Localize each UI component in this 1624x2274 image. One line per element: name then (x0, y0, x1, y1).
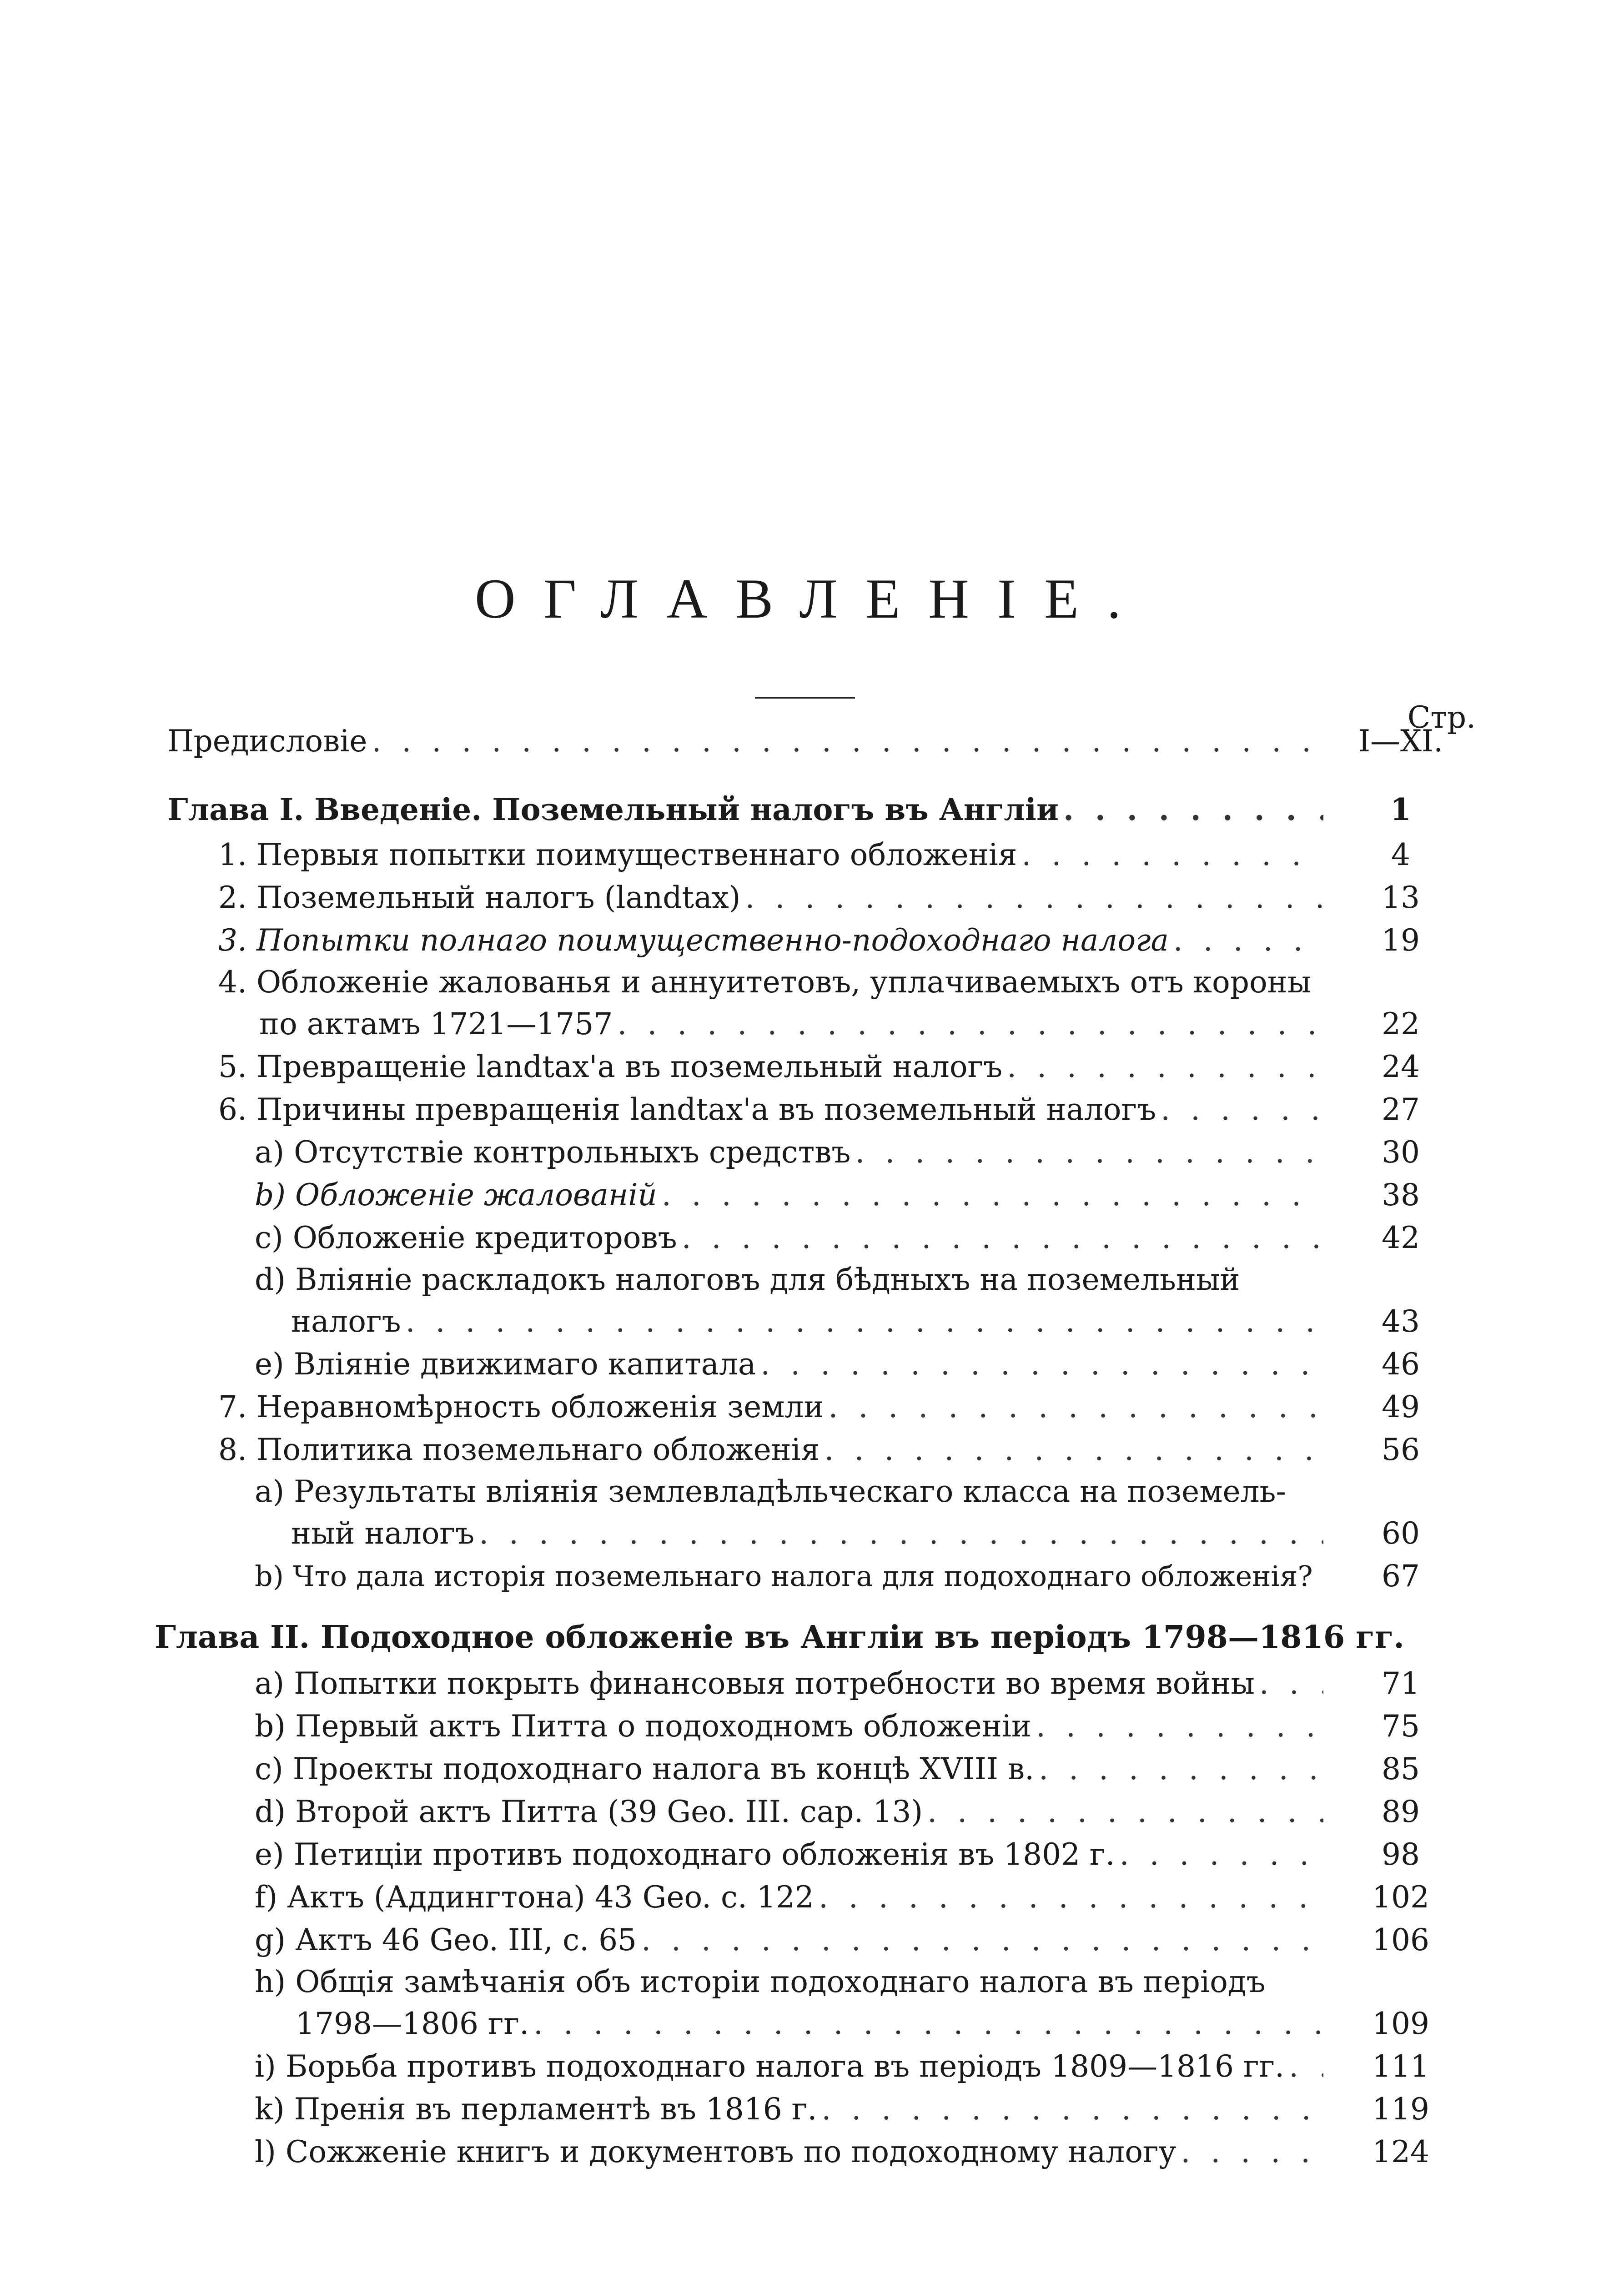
leader-dots (1259, 1665, 1323, 1702)
leader-dots (1173, 922, 1323, 959)
toc-page-number: 109 (1372, 2006, 1429, 2041)
toc-entry-text: 8. Политика поземельнаго обложенiя (218, 1432, 820, 1467)
toc-entry-text: 6. Причины превращенiя landtax'а въ поземельный налогъ (218, 1092, 1156, 1127)
leader-dots (1036, 1708, 1323, 1745)
toc-page-number: 75 (1382, 1709, 1420, 1744)
leader-dots (1181, 2134, 1323, 2170)
toc-entry-text: e) Влiянiе движимаго капитала (255, 1347, 756, 1382)
toc-entry (218, 1049, 1420, 1085)
toc-page-number: 102 (1372, 1880, 1429, 1915)
toc-entry (255, 1134, 1420, 1171)
toc-entry (291, 1303, 1420, 1340)
toc-page-number: 4 (1391, 837, 1410, 872)
toc-page-number: 13 (1382, 880, 1420, 915)
toc-page-number: 46 (1382, 1347, 1420, 1382)
toc-entry-text: d) Второй актъ Питта (39 Geo. III. cap. 13) (255, 1794, 923, 1829)
toc-page-number: 38 (1382, 1177, 1420, 1212)
leader-dots (479, 1515, 1323, 1552)
leader-dots (1007, 1049, 1323, 1085)
toc-page-number: 111 (1372, 2049, 1429, 2084)
toc-page-number: 49 (1382, 1389, 1420, 1424)
page-title: ОГЛАВЛЕНIЕ. (475, 568, 1149, 630)
leader-dots (1063, 791, 1323, 828)
leader-dots (855, 1134, 1323, 1171)
toc-entry-text: f) Актъ (Аддингтона) 43 Geo. c. 122 (255, 1880, 814, 1915)
toc-entry (218, 922, 1420, 959)
leader-dots (617, 1006, 1323, 1042)
toc-entry (218, 1092, 1420, 1128)
leader-dots (825, 1432, 1323, 1468)
toc-entry-text: a) Отсутствiе контрольныхъ средствъ (255, 1135, 851, 1170)
toc-entry (255, 1922, 1429, 1958)
toc-entry-text: 7. Неравномѣрность обложенiя земли (218, 1389, 824, 1424)
toc-entry (255, 1708, 1420, 1745)
toc-entry-text: 3. Попытки полнаго поимущественно-подоходнаго налога (218, 923, 1169, 958)
toc-entry-text: по актамъ 1721—1757 (259, 1006, 613, 1041)
toc-entry-line1: d) Влiянiе раскладокъ налоговъ для бѣдныхъ на поземельный (255, 1262, 1240, 1297)
page-column-header: Стр. (1407, 700, 1476, 735)
leader-dots (821, 2091, 1323, 2128)
toc-entry-text: g) Актъ 46 Geo. III, c. 65 (255, 1922, 637, 1957)
toc-entry-text: a) Попытки покрыть финансовыя потребности во время войны (255, 1666, 1255, 1701)
leader-dots (1039, 1751, 1323, 1787)
toc-entry-text: 1. Первыя попытки поимущественнаго обложенiя (218, 837, 1017, 872)
toc-entry-text: налогъ (291, 1304, 401, 1339)
toc-chapter-heading (167, 791, 1411, 828)
leader-dots (1021, 837, 1323, 873)
leader-dots (760, 1346, 1323, 1383)
toc-page-number: 30 (1382, 1135, 1420, 1170)
toc-entry (255, 1220, 1420, 1256)
toc-entry (255, 2134, 1429, 2170)
title-divider (755, 697, 855, 699)
toc-entry-text: c) Обложенiе кредиторовъ (255, 1220, 677, 1255)
toc-entry-text: l) Сожженiе книгъ и документовъ по подоходному налогу (255, 2134, 1177, 2169)
toc-entry (255, 1665, 1420, 1702)
toc-entry-line1: 4. Обложенiе жалованья и аннуитетовъ, уплачиваемыхъ отъ короны (218, 965, 1312, 1000)
toc-entry-text: 5. Превращенiе landtax'а въ поземельный налогъ (218, 1049, 1003, 1084)
toc-entry-line1: a) Результаты влiянiя землевладѣльческаго класса на поземель- (255, 1474, 1286, 1509)
toc-entry (255, 1879, 1429, 1916)
toc-entry-text: Предисловiе (167, 724, 367, 759)
toc-page-number: 22 (1382, 1006, 1420, 1041)
toc-page-number: 71 (1382, 1666, 1420, 1701)
toc-page-number: 19 (1382, 923, 1420, 958)
toc-entry (255, 1177, 1420, 1213)
leader-dots (682, 1220, 1323, 1256)
toc-chapter-heading: Глава II. Подоходное обложенiе въ Англiи въ перiодъ 1798—1816 гг. (155, 1619, 1404, 1655)
toc-page-number: 43 (1382, 1304, 1420, 1339)
toc-entry-text: k) Пренiя въ перламентѣ въ 1816 г. (255, 2092, 817, 2127)
toc-entry-text: i) Борьба противъ подоходнаго налога въ перiодъ 1809—1816 гг. (255, 2049, 1285, 2084)
toc-entry-text: e) Петицiи противъ подоходнаго обложенiя въ 1802 г. (255, 1837, 1115, 1872)
toc-page-number: 42 (1382, 1220, 1420, 1255)
toc-page-number: 89 (1382, 1794, 1420, 1829)
toc-page-number: 85 (1382, 1751, 1420, 1786)
leader-dots (406, 1303, 1323, 1340)
toc-entry (218, 1432, 1420, 1468)
leader-dots (372, 723, 1323, 760)
toc-entry-text: ный налогъ (291, 1516, 475, 1551)
leader-dots (1120, 1836, 1323, 1873)
toc-entry (296, 2006, 1429, 2042)
toc-entry-text: b) Обложенiе жалованiй (255, 1177, 657, 1212)
toc-entry (218, 880, 1420, 916)
toc-entry (255, 2048, 1429, 2085)
toc-entry-line1: h) Общiя замѣчанiя объ исторiи подоходнаго налога въ перiодъ (255, 1964, 1266, 1999)
toc-page-number: 67 (1382, 1559, 1420, 1594)
toc-page-number: 27 (1382, 1092, 1420, 1127)
toc-entry-text: b) Первый актъ Питта о подоходномъ обложенiи (255, 1709, 1031, 1744)
toc-entry (255, 1751, 1420, 1787)
toc-entry (218, 837, 1410, 873)
toc-page-number: I—XI. (1358, 724, 1443, 759)
toc-entry-text: c) Проекты подоходнаго налога въ концѣ XVIII в. (255, 1751, 1035, 1786)
leader-dots (1289, 2048, 1323, 2085)
leader-dots (1161, 1092, 1323, 1128)
leader-dots (828, 1389, 1323, 1425)
toc-entry (218, 1389, 1420, 1425)
toc-entry (259, 1006, 1420, 1042)
leader-dots (533, 2006, 1323, 2042)
toc-entry-text: Глава I. Введенiе. Поземельный налогъ въ Англiи (167, 792, 1059, 827)
leader-dots (745, 880, 1323, 916)
toc-entry (255, 1346, 1420, 1383)
toc-entry-text: 2. Поземельный налогъ (landtax) (218, 880, 741, 915)
toc-page-number: 60 (1382, 1516, 1420, 1551)
leader-dots (662, 1177, 1323, 1213)
toc-page-number: 106 (1372, 1922, 1429, 1957)
toc-entry-text: 1798—1806 гг. (296, 2006, 529, 2041)
toc-page-number: 98 (1382, 1837, 1420, 1872)
toc-page-number: 124 (1372, 2134, 1429, 2169)
toc-entry (255, 1836, 1420, 1873)
toc-entry-text: b) Что дала исторiя поземельнаго налога для подоходнаго обложенiя? (255, 1560, 1313, 1593)
toc-page-number: 56 (1382, 1432, 1420, 1467)
toc-entry (255, 1794, 1420, 1830)
leader-dots (819, 1879, 1323, 1916)
toc-page-number: 24 (1382, 1049, 1420, 1084)
toc-entry (255, 2091, 1429, 2128)
toc-preface (167, 723, 1443, 760)
toc-page-number: 1 (1390, 792, 1411, 827)
toc-entry (291, 1515, 1420, 1552)
leader-dots (641, 1922, 1323, 1958)
leader-dots (927, 1794, 1323, 1830)
toc-page-number: 119 (1372, 2092, 1429, 2127)
